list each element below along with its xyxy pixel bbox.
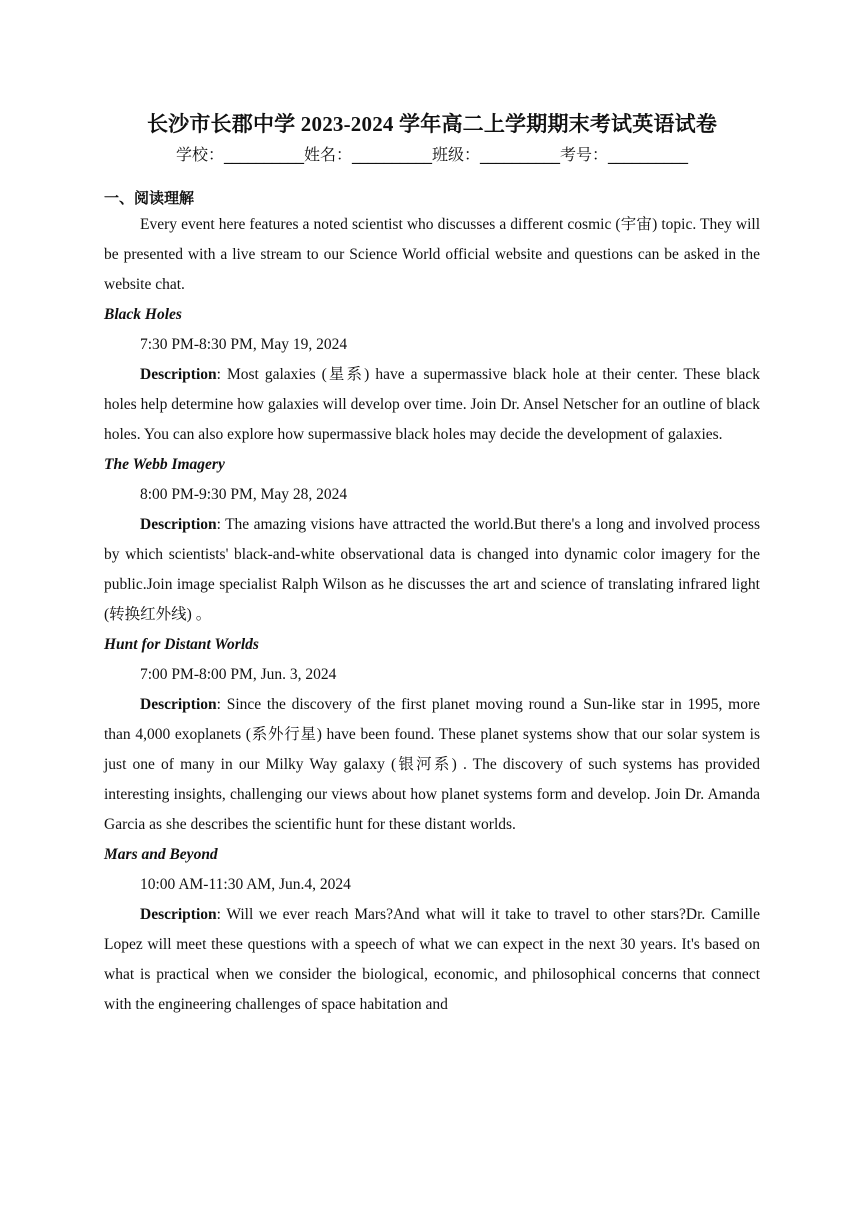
exam-page [104, 108, 760, 1020]
school-blank: __________ [223, 145, 304, 164]
name-label: 姓名： [303, 145, 352, 164]
name-blank: __________ [352, 145, 432, 164]
event-distant-worlds [104, 630, 760, 840]
class-label: 班级： [432, 145, 481, 164]
student-info-line [104, 142, 760, 165]
description-text: : Since the discovery of the first planet moving round a Sun-like star in 1995, more than 4,000 exoplanets (系外行星) have been found. These planet systems show that our solar system is just one of many in our Milky Way galaxy (银河系) . The discovery of such systems has provided interesting insights, challenging our views about how planet systems form and develop. Join Dr. Amanda Garcia as she describes the scientific hunt for these distant worlds. [104, 696, 760, 833]
class-blank: __________ [480, 145, 561, 164]
exam-number-blank: __________ [608, 145, 689, 164]
event-time: 10:00 AM-11:30 AM, Jun.4, 2024 [140, 876, 351, 893]
school-label: 学校： [175, 145, 224, 164]
event-description [104, 360, 760, 450]
section-intro: Every event here features a noted scientist who discusses a different cosmic (宇宙) topic. They will be presented with a live stream to our Science World official website and questions can be asked in the website chat. [104, 216, 760, 293]
event-title: Black Holes [104, 306, 182, 323]
description-text: : The amazing visions have attracted the world.But there's a long and involved process by which scientists' black-and-white observational data is changed into dynamic color imagery for the public.Join image specialist Ralph Wilson as he discusses the art and science of translating infrared light (转换红外线) 。 [104, 516, 760, 623]
event-description [104, 510, 760, 630]
event-description [104, 690, 760, 840]
event-title: Mars and Beyond [104, 846, 218, 863]
exam-number-label: 考号： [560, 145, 609, 164]
description-label: Description [140, 516, 217, 533]
description-text: : Will we ever reach Mars?And what will it take to travel to other stars?Dr. Camille Lopez will meet these questions with a speech of what we can expect in the next 30 years. It's based on what is practical when we consider the biological, economic, and philosophical concerns that connect with the engineering challenges of space habitation and [104, 906, 760, 1013]
event-time: 7:30 PM-8:30 PM, May 19, 2024 [140, 336, 348, 353]
event-title: Hunt for Distant Worlds [104, 636, 259, 653]
event-mars-and-beyond [104, 840, 760, 1020]
description-text: : Most galaxies (星系) have a supermassive black hole at their center. These black holes help determine how galaxies will develop over time. Join Dr. Ansel Netscher for an outline of black holes. You can also explore how supermassive black holes may decide the development of galaxies. [104, 366, 760, 443]
description-label: Description [140, 906, 217, 923]
description-label: Description [140, 366, 217, 383]
event-time: 7:00 PM-8:00 PM, Jun. 3, 2024 [140, 666, 337, 683]
section-heading: 一、阅读理解 [104, 189, 195, 207]
event-time: 8:00 PM-9:30 PM, May 28, 2024 [140, 486, 348, 503]
event-title: The Webb Imagery [104, 456, 225, 473]
event-black-holes [104, 300, 760, 450]
event-webb-imagery [104, 450, 760, 630]
event-description [104, 900, 760, 1020]
description-label: Description [140, 696, 217, 713]
exam-title: 长沙市长郡中学 2023-2024 学年高二上学期期末考试英语试卷 [146, 112, 718, 136]
